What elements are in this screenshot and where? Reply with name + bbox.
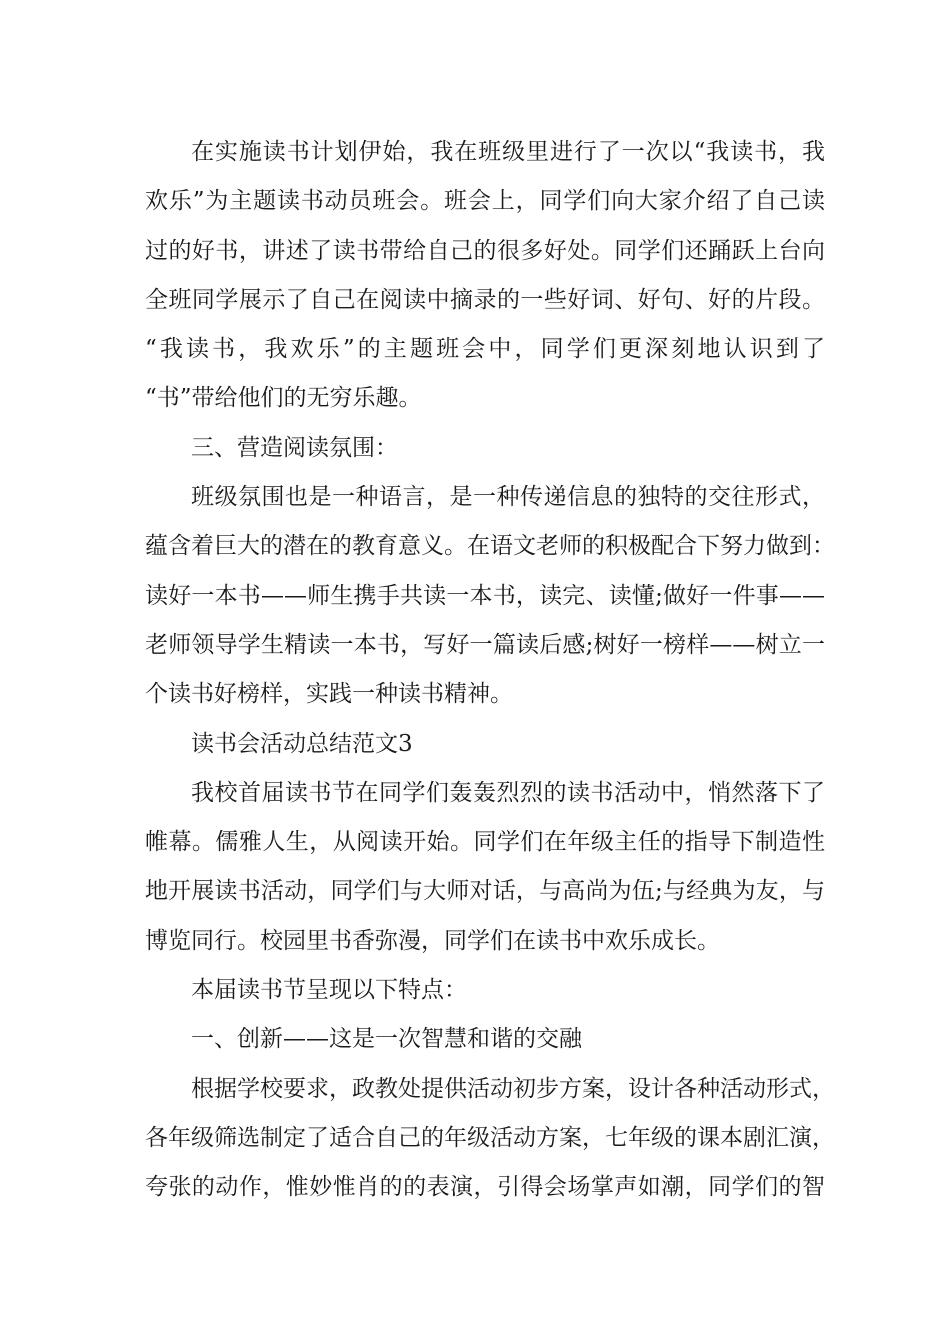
paragraph-line: 全班同学展示了自己在阅读中摘录的一些好词、好句、好的片段。 (145, 286, 825, 313)
section-heading: 本届读书节呈现以下特点： (191, 977, 467, 1004)
paragraph-line: 我校首届读书节在同学们轰轰烈烈的读书活动中，悄然落下了 (191, 779, 825, 806)
paragraph-line: 班级氛围也是一种语言，是一种传递信息的独特的交往形式， (191, 484, 825, 511)
paragraph-line: 欢乐”为主题读书动员班会。班会上，同学们向大家介绍了自己读 (145, 188, 825, 215)
paragraph-line: 过的好书，讲述了读书带给自己的很多好处。同学们还踊跃上台向 (145, 237, 825, 264)
paragraph-line: 在实施读书计划伊始，我在班级里进行了一次以“我读书，我 (191, 139, 825, 165)
paragraph-line: 帷幕。儒雅人生，从阅读开始。同学们在年级主任的指导下制造性 (145, 829, 825, 856)
paragraph-line: 读好一本书——师生携手共读一本书，读完、读懂;做好一件事—— (145, 582, 825, 609)
document-page (145, 128, 835, 1213)
paragraph-line: 老师领导学生精读一本书，写好一篇读后感;树好一榜样——树立一 (145, 631, 825, 658)
paragraph-line: “书”带给他们的无穷乐趣。 (145, 385, 422, 412)
paragraph-line: “我读书，我欢乐”的主题班会中，同学们更深刻地认识到了 (145, 336, 825, 363)
paragraph-line: 博览同行。校园里书香弥漫，同学们在读书中欢乐成长。 (145, 927, 720, 954)
paragraph-line: 夸张的动作，惟妙惟肖的的表演，引得会场掌声如潮，同学们的智 (145, 1174, 825, 1201)
paragraph-line: 蕴含着巨大的潜在的教育意义。在语文老师的积极配合下努力做到： (145, 533, 835, 560)
section-title: 读书会活动总结范文3 (191, 730, 413, 757)
paragraph-line: 各年级筛选制定了适合自己的年级活动方案，七年级的课本剧汇演， (145, 1124, 835, 1151)
paragraph-line: 地开展读书活动，同学们与大师对话，与高尚为伍;与经典为友，与 (145, 878, 825, 905)
section-heading: 一、创新——这是一次智慧和谐的交融 (191, 1026, 582, 1053)
paragraph-line: 个读书好榜样，实践一种读书精神。 (145, 681, 513, 708)
section-heading: 三、营造阅读氛围： (191, 434, 398, 461)
paragraph-line: 根据学校要求，政教处提供活动初步方案，设计各种活动形式， (191, 1075, 835, 1102)
